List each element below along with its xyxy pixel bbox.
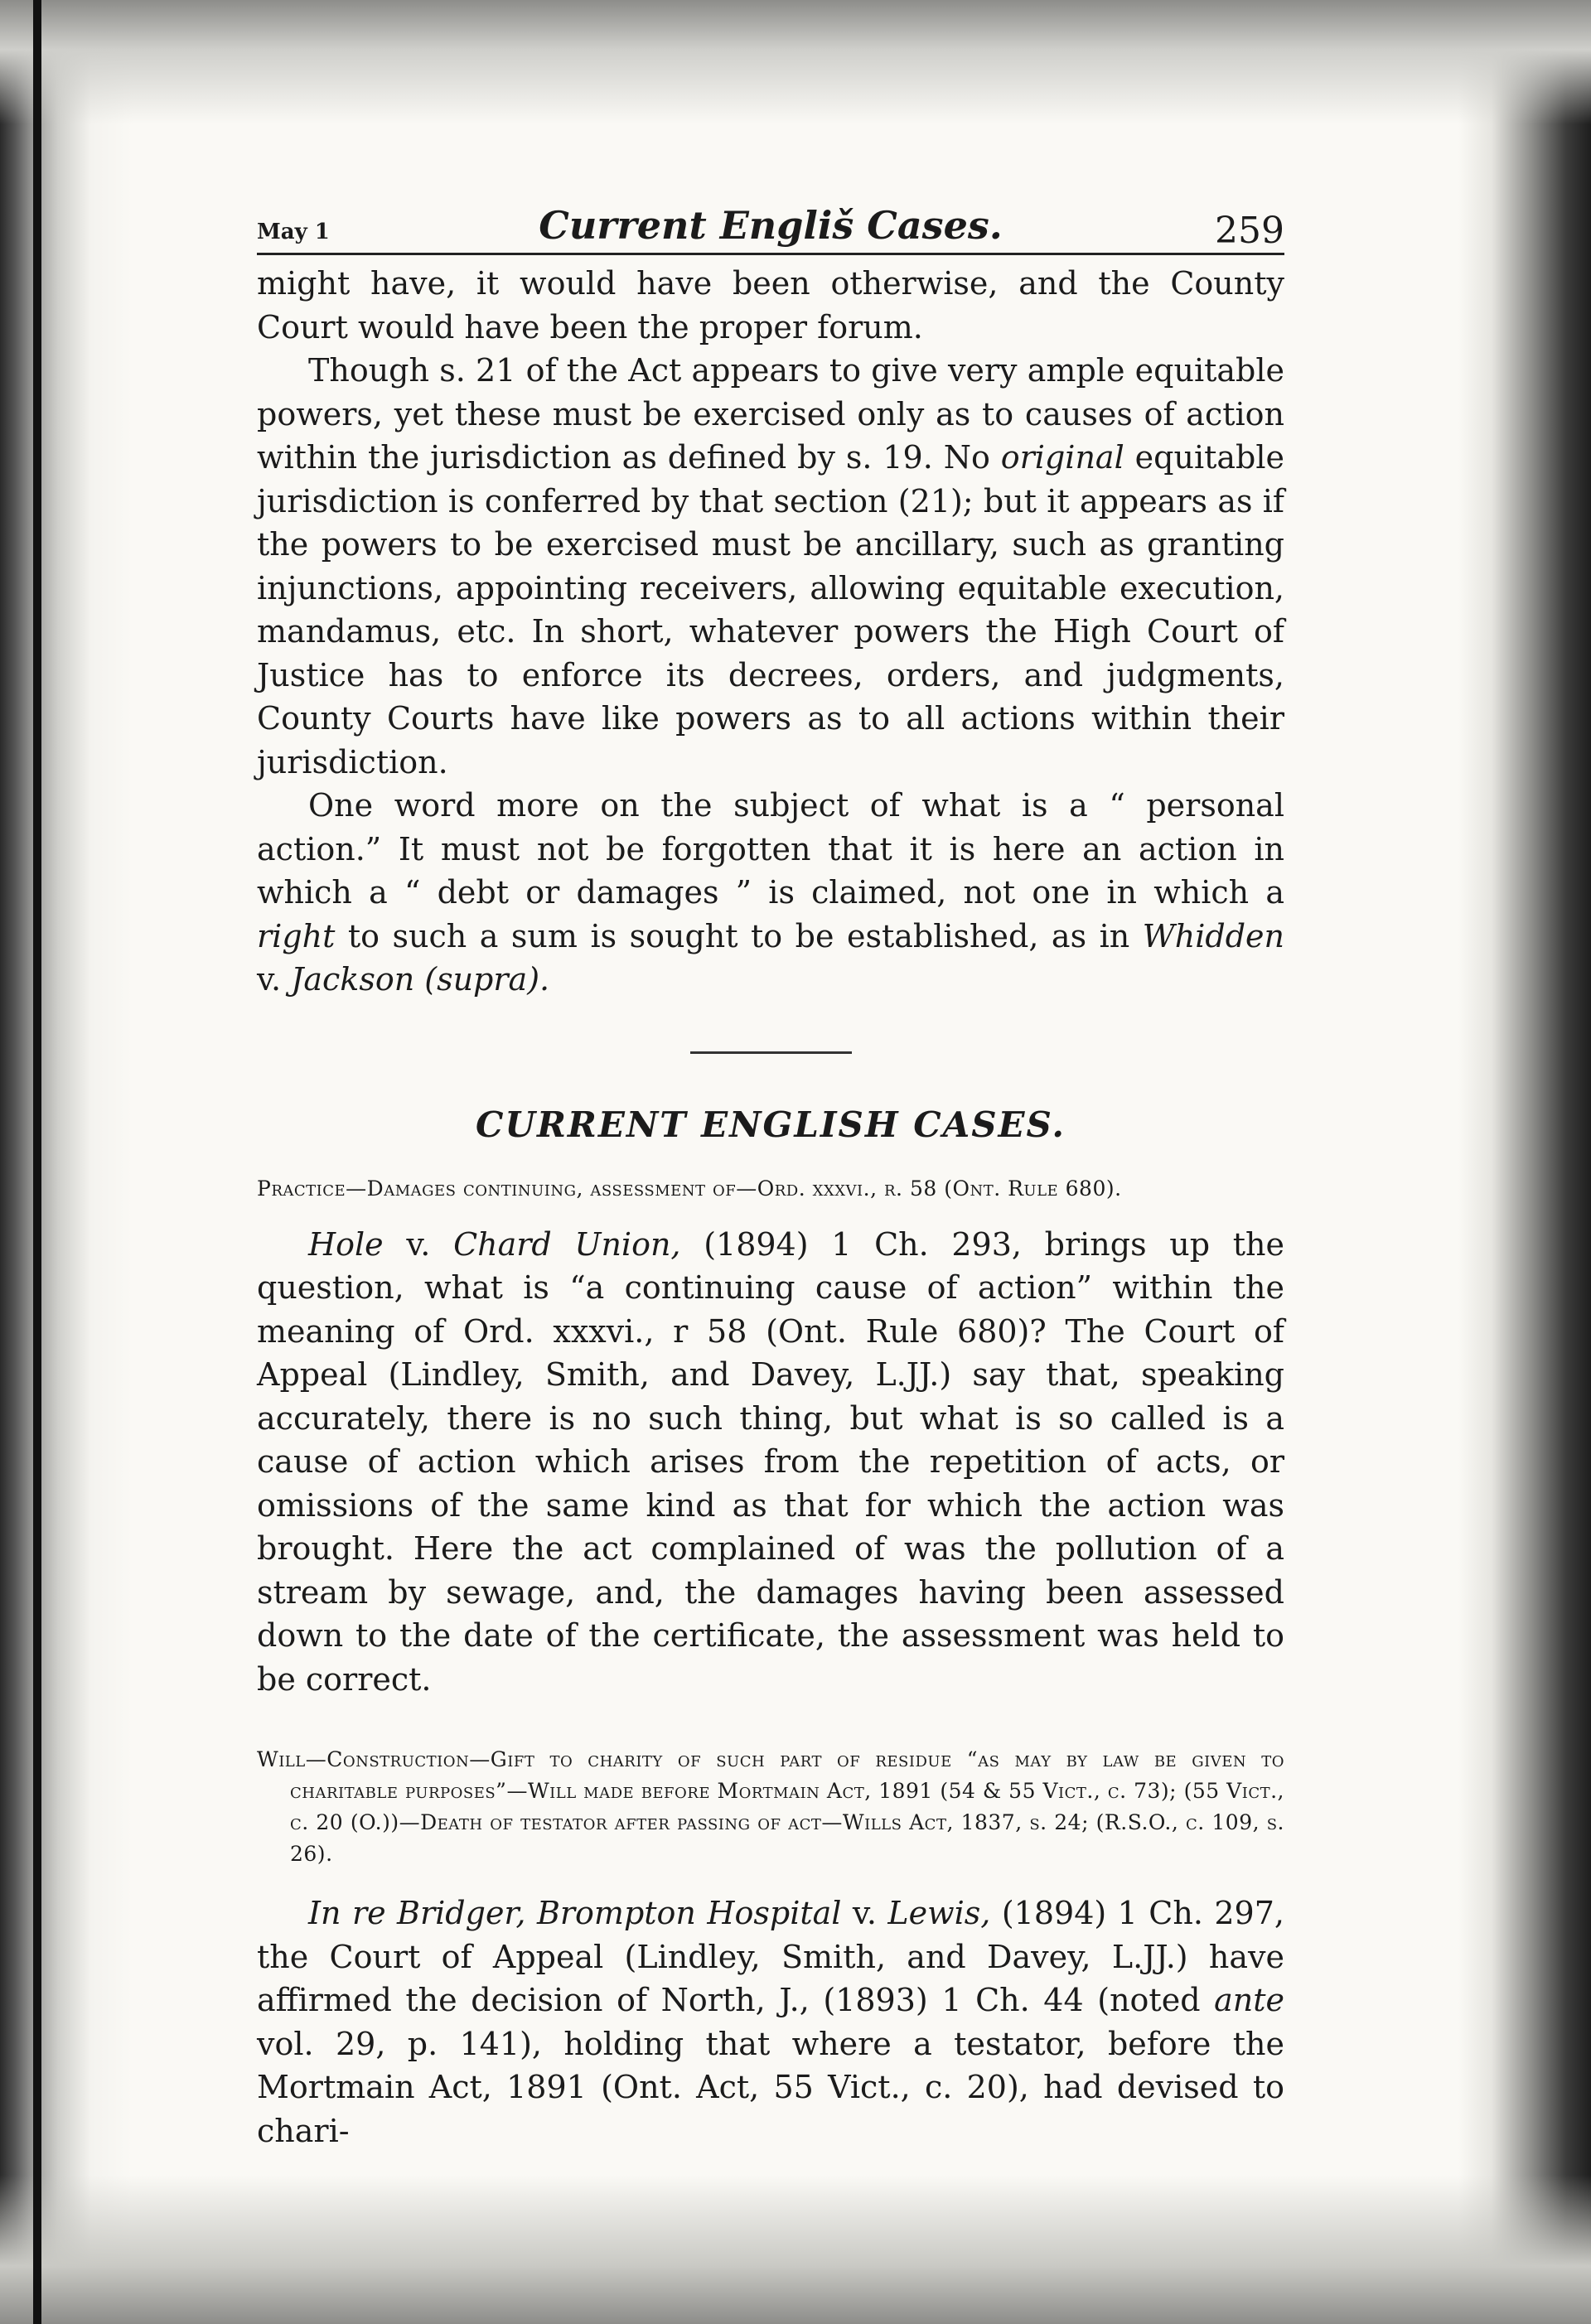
case-1-versus: v. bbox=[383, 1225, 454, 1263]
scan-top-shading bbox=[0, 0, 1591, 124]
case-1-body: (1894) 1 Ch. 293, brings up the question, what is “a continuing cause of action” within the meaning of Ord. xxxvi., r 58 (Ont. Rule 680)? The Court of Appeal (Lindley, Smith, and Davey, L.JJ.) say that, speaking accurately, there is no such thing, but what is so called is a cause of action which arises from the repetition of acts, or omissions of the same kind as that for which the action was brought. Here the act complained of was the pollution of a stream by sewage, and, the damages having been assessed down to the date of the certificate, the assessment was held to be correct. bbox=[257, 1225, 1284, 1698]
case-2-body-a: (1894) 1 Ch. 297, the Court of Appeal (Lindley, Smith, and Davey, L.JJ.) have affirmed the decision of North, J., (1893) 1 Ch. 44 (noted bbox=[257, 1895, 1284, 2018]
page-number: 259 bbox=[1215, 210, 1284, 252]
scan-bottom-shading bbox=[0, 2175, 1591, 2324]
intro-paragraph-2 bbox=[257, 349, 1284, 784]
binding-edge bbox=[33, 0, 41, 2324]
case-1-headnote: Practice—Damages continuing, assessment of—Ord. xxxvi., r. 58 (Ont. Rule 680). bbox=[257, 1176, 1122, 1201]
case-2-party-2: Lewis, bbox=[887, 1895, 991, 1931]
case-1-paragraph bbox=[257, 1223, 1284, 1702]
intro-paragraph-2-emphasis: original bbox=[1000, 439, 1124, 476]
case-1-party-1: Hole bbox=[308, 1225, 384, 1263]
case-2-versus: v. bbox=[841, 1895, 888, 1931]
case-2-paragraph bbox=[257, 1892, 1284, 2152]
intro-paragraph-1-text: might have, it would have been otherwise, and the County Court would have been the proper forum. bbox=[257, 265, 1284, 345]
running-head bbox=[257, 203, 1284, 255]
intro-paragraph-3-emphasis-right: right bbox=[257, 917, 336, 954]
intro-paragraph-3 bbox=[257, 784, 1284, 1002]
book-page bbox=[257, 203, 1284, 2152]
intro-paragraph-3-text-a: One word more on the subject of what is a “ personal action.” It must not be forgotten that it is here an action in which a “ debt or damages ” is claimed, not one in which a bbox=[257, 787, 1284, 911]
running-head-title: Current Engliš Cases. bbox=[539, 203, 1003, 248]
case-2-emphasis-ante: ante bbox=[1214, 1982, 1284, 2018]
running-head-date: May 1 bbox=[257, 220, 330, 244]
case-1-party-2: Chard Union, bbox=[453, 1225, 681, 1263]
case-2-headnote: Will—Construction—Gift to charity of such part of residue “as may by law be given to charitable purposes”—Will made before Mortmain Act, 1891 (54 & 55 Vict., c. 73); (55 Vict., c. 20 (O.))—Death of testator after passing of act—Wills Act, 1837, s. 24; (R.S.O., c. 109, s. 26). bbox=[257, 1747, 1284, 1866]
intro-paragraph-2-text-b: equitable jurisdiction is conferred by that section (21); but it appears as if the powers to be exercised must be ancillary, such as granting injunctions, appointing receivers, allowing equitable execution, mandamus, etc. In short, whatever powers the High Court of Justice has to enforce its decrees, orders, and judgments, County Courts have like powers as to all actions within their jurisdiction. bbox=[257, 439, 1284, 780]
case-citation-jackson: Jackson (supra). bbox=[291, 961, 550, 998]
intro-paragraph-3-text-c: v. bbox=[257, 961, 292, 998]
case-citation-whidden: Whidden bbox=[1142, 917, 1284, 954]
case-2-party-1: In re Bridger, Brompton Hospital bbox=[308, 1895, 842, 1931]
intro-paragraph-1 bbox=[257, 262, 1284, 349]
intro-paragraph-3-text-b: to such a sum is sought to be established, as in bbox=[335, 917, 1143, 954]
intro-paragraph-2-text-a: Though s. 21 of the Act appears to give very ample equitable powers, yet these must be exercised only as to causes of action within the jurisdiction as defined by s. 19. No bbox=[257, 352, 1284, 476]
section-divider bbox=[690, 1051, 852, 1054]
section-title: CURRENT ENGLISH CASES. bbox=[475, 1104, 1066, 1145]
case-2-body-b: vol. 29, p. 141), holding that where a testator, before the Mortmain Act, 1891 (Ont. Act, 55 Vict., c. 20), had devised to chari- bbox=[257, 2025, 1284, 2149]
